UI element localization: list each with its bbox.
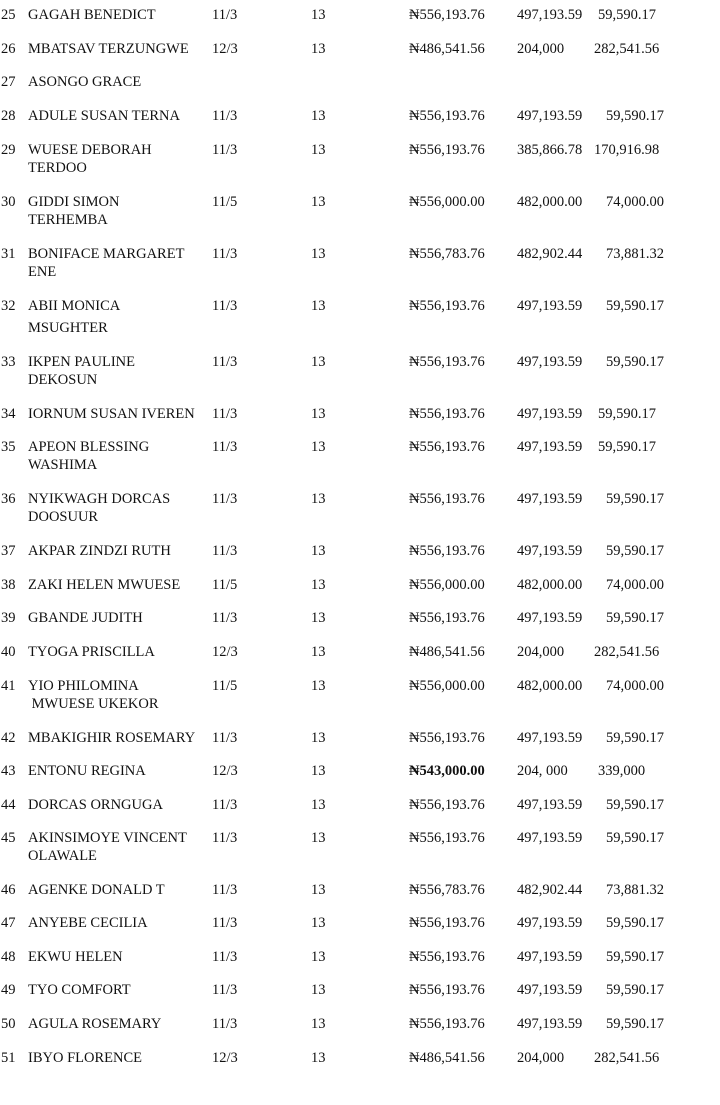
grade-level: 11/3 bbox=[212, 882, 238, 898]
staff-name: AKPAR ZINDZI RUTH bbox=[28, 543, 171, 559]
entitled-amount: ₦556,000.00 bbox=[409, 678, 485, 694]
years-of-service: 13 bbox=[311, 1016, 326, 1032]
staff-name: AGENKE DONALD T bbox=[28, 882, 165, 898]
years-of-service: 13 bbox=[311, 730, 326, 746]
grade-level: 11/5 bbox=[212, 577, 238, 593]
years-of-service: 13 bbox=[311, 1050, 326, 1066]
amount-paid: 497,193.59 bbox=[517, 915, 583, 931]
years-of-service: 13 bbox=[311, 406, 326, 422]
amount-paid: 497,193.59 bbox=[517, 543, 583, 559]
entitled-amount: ₦556,193.76 bbox=[409, 7, 485, 23]
balance-amount: 170,916.98 bbox=[594, 142, 660, 158]
entitled-amount: ₦486,541.56 bbox=[409, 644, 485, 660]
staff-name: ZAKI HELEN MWUESE bbox=[28, 577, 181, 593]
entitled-amount: ₦556,193.76 bbox=[409, 439, 485, 455]
grade-level: 12/3 bbox=[212, 644, 238, 660]
serial-number: 33 bbox=[1, 354, 16, 370]
amount-paid: 497,193.59 bbox=[517, 610, 583, 626]
staff-name: BONIFACE MARGARET bbox=[28, 246, 185, 262]
grade-level: 11/3 bbox=[212, 915, 238, 931]
serial-number: 42 bbox=[1, 730, 16, 746]
entitled-amount: ₦556,193.76 bbox=[409, 1016, 485, 1032]
staff-name: GIDDI SIMON bbox=[28, 194, 120, 210]
grade-level: 11/3 bbox=[212, 491, 238, 507]
staff-name: DEKOSUN bbox=[28, 372, 98, 388]
staff-name: AKINSIMOYE VINCENT bbox=[28, 830, 187, 846]
years-of-service: 13 bbox=[311, 763, 326, 779]
grade-level: 11/3 bbox=[212, 982, 238, 998]
serial-number: 51 bbox=[1, 1050, 16, 1066]
grade-level: 11/3 bbox=[212, 1016, 238, 1032]
serial-number: 28 bbox=[1, 108, 16, 124]
staff-name: AGULA ROSEMARY bbox=[28, 1016, 162, 1032]
entitled-amount: ₦556,193.76 bbox=[409, 610, 485, 626]
serial-number: 37 bbox=[1, 543, 16, 559]
entitled-amount: ₦486,541.56 bbox=[409, 41, 485, 57]
staff-name: EKWU HELEN bbox=[28, 949, 123, 965]
balance-amount: 59,590.17 bbox=[606, 108, 664, 124]
serial-number: 45 bbox=[1, 830, 16, 846]
staff-name: ENE bbox=[28, 264, 57, 280]
balance-amount: 59,590.17 bbox=[598, 439, 656, 455]
years-of-service: 13 bbox=[311, 354, 326, 370]
staff-name: TYOGA PRISCILLA bbox=[28, 644, 155, 660]
balance-amount: 74,000.00 bbox=[606, 194, 664, 210]
staff-name: MBAKIGHIR ROSEMARY bbox=[28, 730, 196, 746]
grade-level: 11/3 bbox=[212, 610, 238, 626]
staff-name: ADULE SUSAN TERNA bbox=[28, 108, 180, 124]
staff-name: GBANDE JUDITH bbox=[28, 610, 143, 626]
grade-level: 11/5 bbox=[212, 678, 238, 694]
entitled-amount: ₦486,541.56 bbox=[409, 1050, 485, 1066]
serial-number: 26 bbox=[1, 41, 16, 57]
serial-number: 32 bbox=[1, 298, 16, 314]
years-of-service: 13 bbox=[311, 644, 326, 660]
amount-paid: 497,193.59 bbox=[517, 108, 583, 124]
balance-amount: 59,590.17 bbox=[606, 610, 664, 626]
years-of-service: 13 bbox=[311, 194, 326, 210]
staff-name: IKPEN PAULINE bbox=[28, 354, 136, 370]
grade-level: 11/3 bbox=[212, 246, 238, 262]
entitled-amount: ₦556,193.76 bbox=[409, 982, 485, 998]
entitled-amount: ₦556,193.76 bbox=[409, 949, 485, 965]
grade-level: 11/3 bbox=[212, 730, 238, 746]
balance-amount: 59,590.17 bbox=[606, 1016, 664, 1032]
amount-paid: 497,193.59 bbox=[517, 491, 583, 507]
years-of-service: 13 bbox=[311, 830, 326, 846]
balance-amount: 59,590.17 bbox=[606, 298, 664, 314]
amount-paid: 482,902.44 bbox=[517, 882, 583, 898]
staff-name: TERHEMBA bbox=[28, 212, 108, 228]
years-of-service: 13 bbox=[311, 915, 326, 931]
amount-paid: 497,193.59 bbox=[517, 949, 583, 965]
staff-name: ABII MONICA bbox=[28, 298, 121, 314]
years-of-service: 13 bbox=[311, 7, 326, 23]
balance-amount: 59,590.17 bbox=[606, 830, 664, 846]
amount-paid: 385,866.78 bbox=[517, 142, 583, 158]
staff-name: MBATSAV TERZUNGWE bbox=[28, 41, 189, 57]
balance-amount: 282,541.56 bbox=[594, 41, 660, 57]
staff-name: ENTONU REGINA bbox=[28, 763, 146, 779]
staff-name: WUESE DEBORAH bbox=[28, 142, 152, 158]
amount-paid: 497,193.59 bbox=[517, 1016, 583, 1032]
amount-paid: 497,193.59 bbox=[517, 7, 583, 23]
grade-level: 11/3 bbox=[212, 108, 238, 124]
amount-paid: 482,000.00 bbox=[517, 577, 583, 593]
grade-level: 11/3 bbox=[212, 142, 238, 158]
balance-amount: 339,000 bbox=[598, 763, 646, 779]
years-of-service: 13 bbox=[311, 439, 326, 455]
amount-paid: 497,193.59 bbox=[517, 797, 583, 813]
entitled-amount: ₦556,193.76 bbox=[409, 915, 485, 931]
grade-level: 11/3 bbox=[212, 830, 238, 846]
staff-name: MSUGHTER bbox=[28, 320, 108, 336]
amount-paid: 204,000 bbox=[517, 644, 565, 660]
entitled-amount: ₦556,193.76 bbox=[409, 142, 485, 158]
entitled-amount: ₦556,000.00 bbox=[409, 194, 485, 210]
years-of-service: 13 bbox=[311, 949, 326, 965]
balance-amount: 282,541.56 bbox=[594, 1050, 660, 1066]
years-of-service: 13 bbox=[311, 246, 326, 262]
entitled-amount: ₦556,193.76 bbox=[409, 298, 485, 314]
amount-paid: 482,902.44 bbox=[517, 246, 583, 262]
balance-amount: 59,590.17 bbox=[606, 354, 664, 370]
amount-paid: 497,193.59 bbox=[517, 406, 583, 422]
serial-number: 30 bbox=[1, 194, 16, 210]
serial-number: 31 bbox=[1, 246, 16, 262]
grade-level: 12/3 bbox=[212, 41, 238, 57]
years-of-service: 13 bbox=[311, 108, 326, 124]
serial-number: 27 bbox=[1, 74, 16, 90]
grade-level: 11/3 bbox=[212, 797, 238, 813]
staff-name: IORNUM SUSAN IVEREN bbox=[28, 406, 195, 422]
amount-paid: 497,193.59 bbox=[517, 439, 583, 455]
grade-level: 11/3 bbox=[212, 439, 238, 455]
amount-paid: 482,000.00 bbox=[517, 194, 583, 210]
amount-paid: 497,193.59 bbox=[517, 982, 583, 998]
serial-number: 29 bbox=[1, 142, 16, 158]
staff-name: IBYO FLORENCE bbox=[28, 1050, 142, 1066]
serial-number: 50 bbox=[1, 1016, 16, 1032]
amount-paid: 204, 000 bbox=[517, 763, 568, 779]
amount-paid: 204,000 bbox=[517, 1050, 565, 1066]
entitled-amount: ₦556,000.00 bbox=[409, 577, 485, 593]
staff-name: WASHIMA bbox=[28, 457, 98, 473]
balance-amount: 74,000.00 bbox=[606, 678, 664, 694]
years-of-service: 13 bbox=[311, 982, 326, 998]
balance-amount: 73,881.32 bbox=[606, 246, 664, 262]
amount-paid: 497,193.59 bbox=[517, 354, 583, 370]
serial-number: 48 bbox=[1, 949, 16, 965]
balance-amount: 73,881.32 bbox=[606, 882, 664, 898]
years-of-service: 13 bbox=[311, 491, 326, 507]
serial-number: 44 bbox=[1, 797, 16, 813]
balance-amount: 59,590.17 bbox=[606, 982, 664, 998]
entitled-amount: ₦556,193.76 bbox=[409, 730, 485, 746]
years-of-service: 13 bbox=[311, 577, 326, 593]
staff-name: YIO PHILOMINA bbox=[28, 678, 139, 694]
staff-name: MWUESE UKEKOR bbox=[28, 696, 159, 712]
grade-level: 11/3 bbox=[212, 298, 238, 314]
balance-amount: 59,590.17 bbox=[606, 915, 664, 931]
staff-name: DORCAS ORNGUGA bbox=[28, 797, 163, 813]
years-of-service: 13 bbox=[311, 610, 326, 626]
serial-number: 38 bbox=[1, 577, 16, 593]
serial-number: 47 bbox=[1, 915, 16, 931]
balance-amount: 74,000.00 bbox=[606, 577, 664, 593]
grade-level: 12/3 bbox=[212, 763, 238, 779]
years-of-service: 13 bbox=[311, 142, 326, 158]
serial-number: 49 bbox=[1, 982, 16, 998]
balance-amount: 59,590.17 bbox=[606, 797, 664, 813]
entitled-amount: ₦556,193.76 bbox=[409, 108, 485, 124]
amount-paid: 497,193.59 bbox=[517, 730, 583, 746]
balance-amount: 59,590.17 bbox=[606, 730, 664, 746]
grade-level: 11/3 bbox=[212, 354, 238, 370]
grade-level: 11/3 bbox=[212, 7, 238, 23]
balance-amount: 59,590.17 bbox=[598, 7, 656, 23]
staff-name: TYO COMFORT bbox=[28, 982, 131, 998]
amount-paid: 482,000.00 bbox=[517, 678, 583, 694]
balance-amount: 282,541.56 bbox=[594, 644, 660, 660]
grade-level: 11/3 bbox=[212, 543, 238, 559]
entitled-amount: ₦556,193.76 bbox=[409, 830, 485, 846]
balance-amount: 59,590.17 bbox=[606, 949, 664, 965]
serial-number: 43 bbox=[1, 763, 16, 779]
serial-number: 41 bbox=[1, 678, 16, 694]
amount-paid: 497,193.59 bbox=[517, 298, 583, 314]
amount-paid: 497,193.59 bbox=[517, 830, 583, 846]
staff-name: NYIKWAGH DORCAS bbox=[28, 491, 171, 507]
serial-number: 25 bbox=[1, 7, 16, 23]
staff-name: ANYEBE CECILIA bbox=[28, 915, 148, 931]
serial-number: 46 bbox=[1, 882, 16, 898]
staff-name: DOOSUUR bbox=[28, 509, 99, 525]
staff-name: APEON BLESSING bbox=[28, 439, 150, 455]
years-of-service: 13 bbox=[311, 797, 326, 813]
staff-name: OLAWALE bbox=[28, 848, 97, 864]
grade-level: 12/3 bbox=[212, 1050, 238, 1066]
grade-level: 11/3 bbox=[212, 406, 238, 422]
entitled-amount: ₦556,783.76 bbox=[409, 882, 485, 898]
amount-paid: 204,000 bbox=[517, 41, 565, 57]
entitled-amount: ₦556,193.76 bbox=[409, 797, 485, 813]
years-of-service: 13 bbox=[311, 678, 326, 694]
years-of-service: 13 bbox=[311, 41, 326, 57]
years-of-service: 13 bbox=[311, 298, 326, 314]
entitled-amount: ₦556,193.76 bbox=[409, 543, 485, 559]
staff-name: GAGAH BENEDICT bbox=[28, 7, 156, 23]
serial-number: 39 bbox=[1, 610, 16, 626]
staff-name: ASONGO GRACE bbox=[28, 74, 142, 90]
serial-number: 36 bbox=[1, 491, 16, 507]
balance-amount: 59,590.17 bbox=[598, 406, 656, 422]
years-of-service: 13 bbox=[311, 543, 326, 559]
entitled-amount: ₦543,000.00 bbox=[409, 763, 485, 779]
entitled-amount: ₦556,783.76 bbox=[409, 246, 485, 262]
staff-name: TERDOO bbox=[28, 160, 87, 176]
entitled-amount: ₦556,193.76 bbox=[409, 491, 485, 507]
years-of-service: 13 bbox=[311, 882, 326, 898]
serial-number: 40 bbox=[1, 644, 16, 660]
grade-level: 11/3 bbox=[212, 949, 238, 965]
serial-number: 34 bbox=[1, 406, 16, 422]
balance-amount: 59,590.17 bbox=[606, 491, 664, 507]
grade-level: 11/5 bbox=[212, 194, 238, 210]
serial-number: 35 bbox=[1, 439, 16, 455]
entitled-amount: ₦556,193.76 bbox=[409, 406, 485, 422]
balance-amount: 59,590.17 bbox=[606, 543, 664, 559]
entitled-amount: ₦556,193.76 bbox=[409, 354, 485, 370]
